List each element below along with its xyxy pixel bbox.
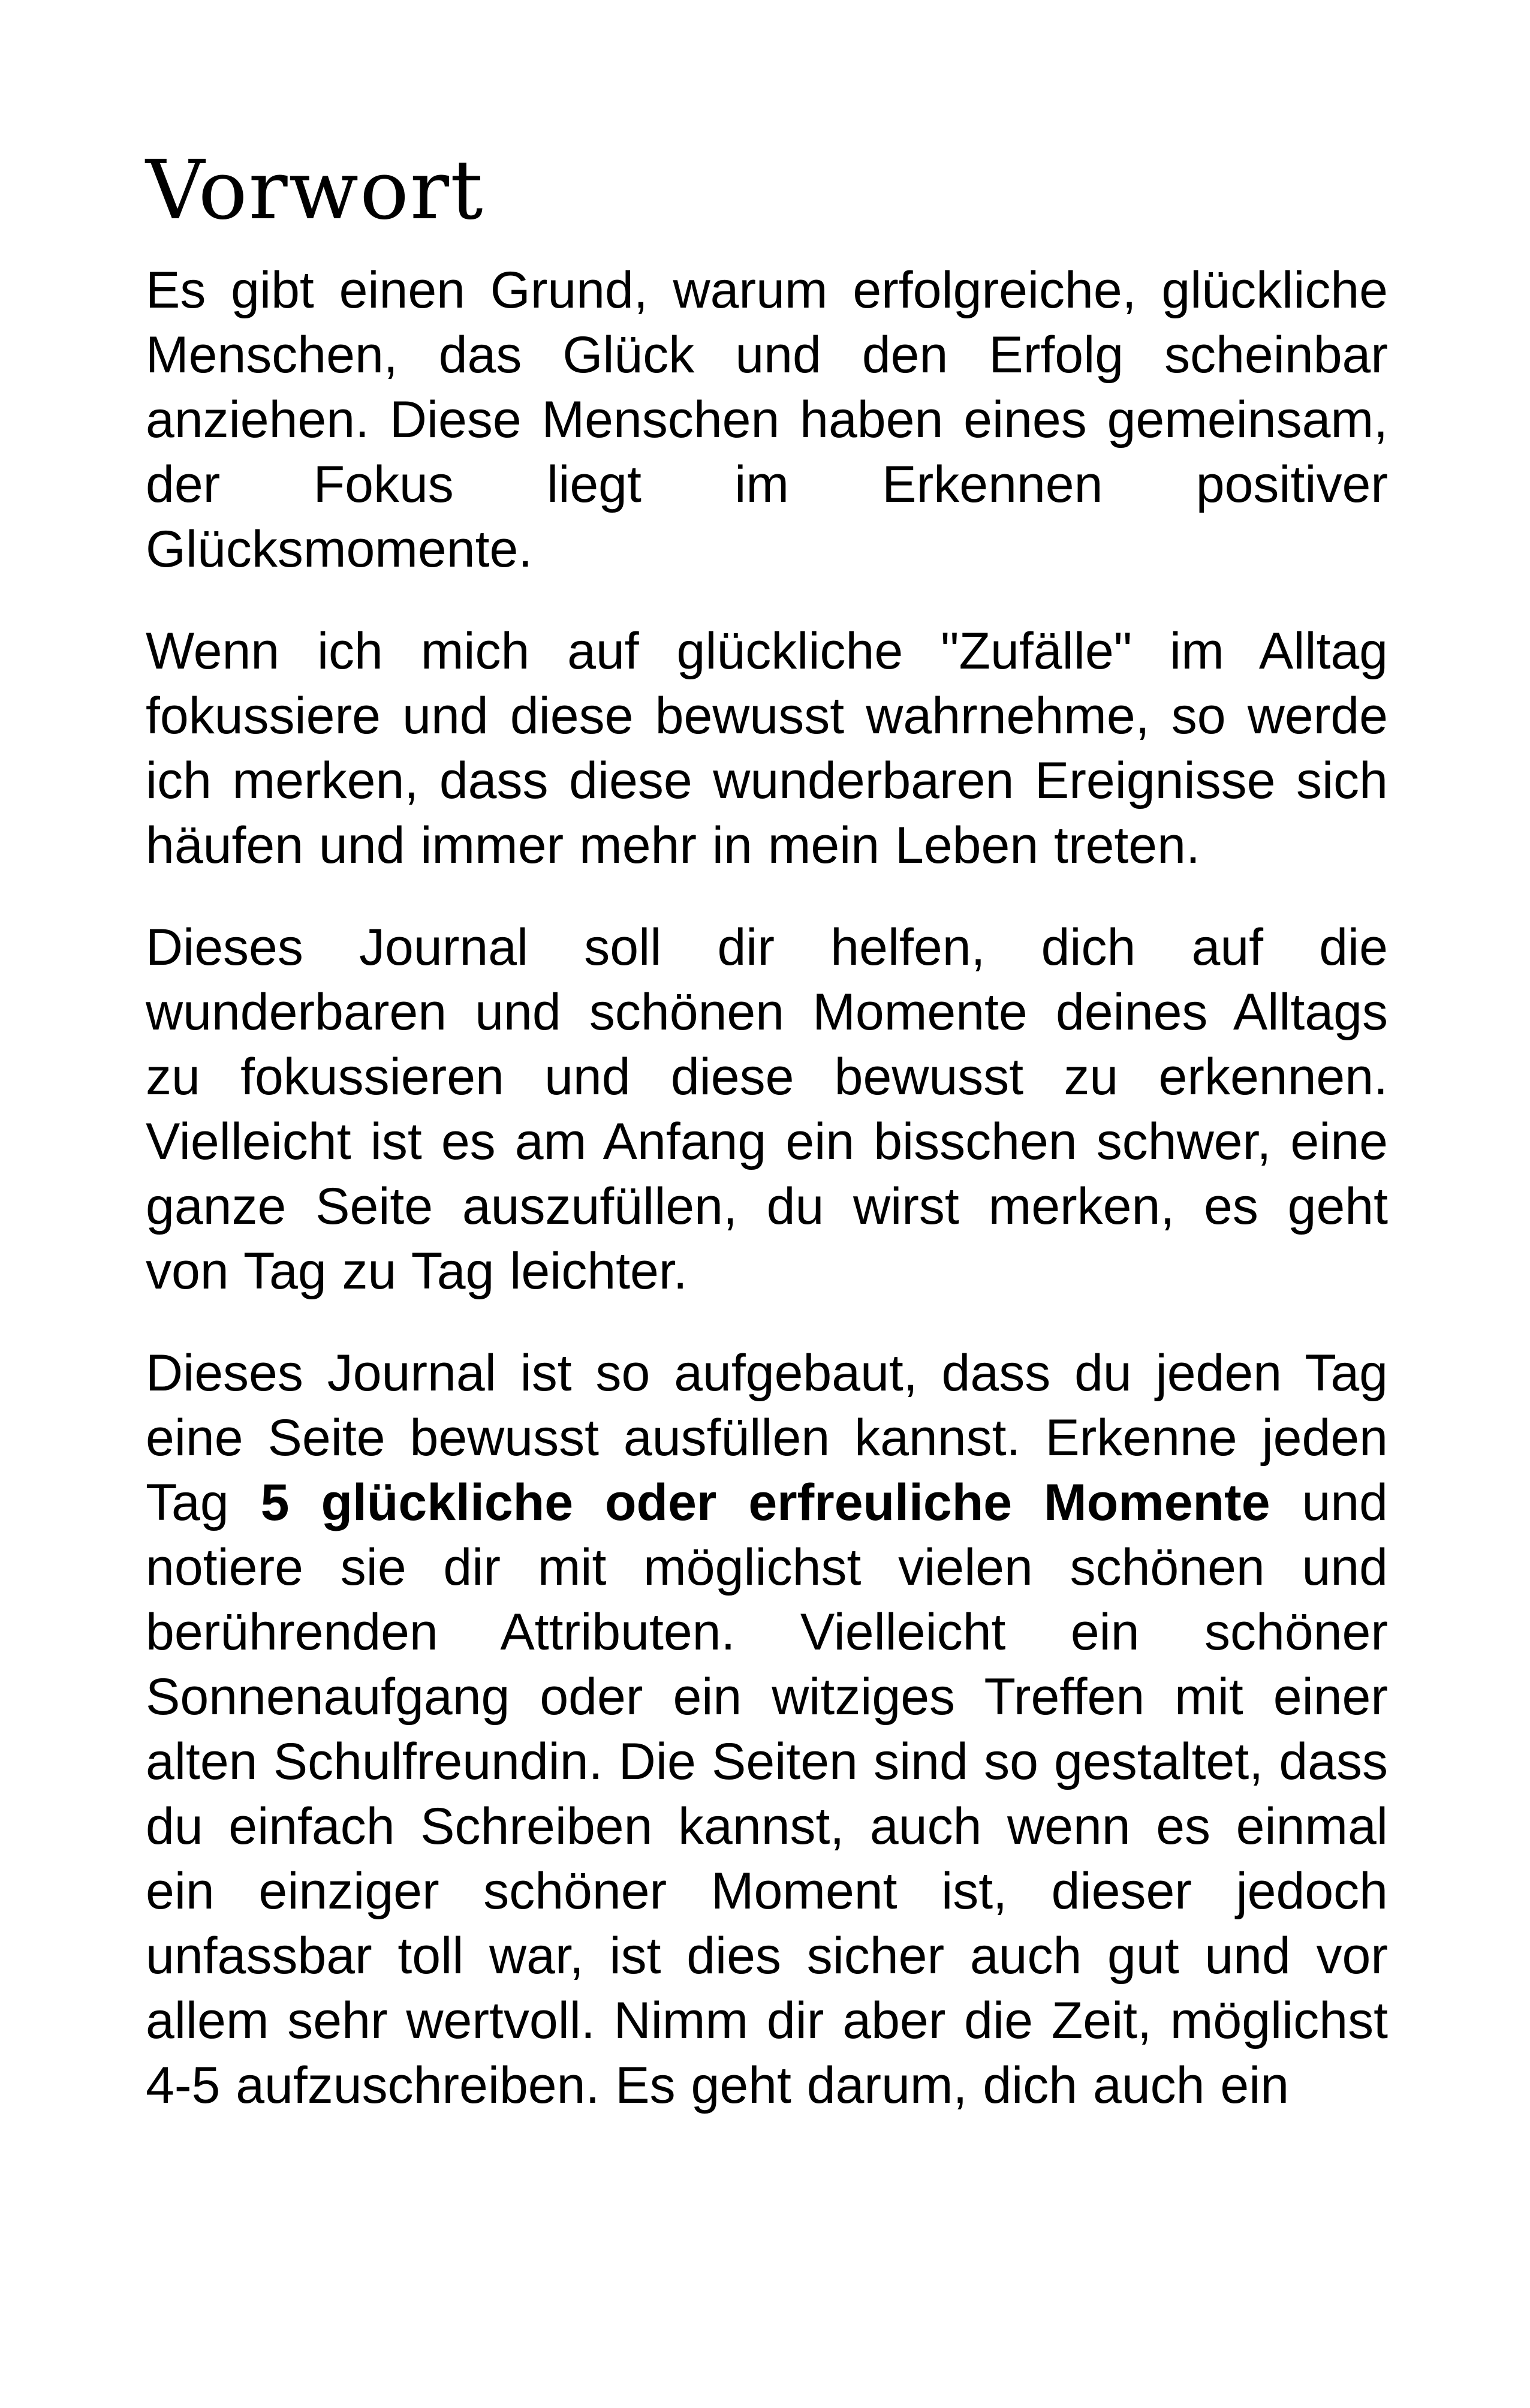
paragraph-3 [146,915,1388,1304]
paragraph-3-text: Dieses Journal soll dir helfen, dich auf die wunderbaren und schönen Momente deines Alltags zu fokussieren und diese bewusst zu erkennen. Vielleicht ist es am Anfang ein bisschen schwer, eine ganze Seite auszufüllen, du wirst merken, es geht von Tag zu Tag leichter. [146,919,1388,1301]
paragraph-1-text: Es gibt einen Grund, warum erfolgreiche, glückliche Menschen, das Glück und den Erfolg scheinbar anziehen. Diese Menschen haben eines gemeinsam, der Fokus liegt im Erkennen positiver Glücksmomente. [146,261,1388,579]
paragraph-4 [146,1341,1388,2118]
paragraph-4-text-before: Dieses Journal ist so aufgebaut, dass du jeden Tag eine Seite bewusst ausfüllen kannst. Erkenne jeden Tag [146,1344,1388,1532]
page-content [146,144,1388,2118]
paragraph-2-text: Wenn ich mich auf glückliche "Zufälle" im Alltag fokussiere und diese bewusst wahrnehme, so werde ich merken, dass diese wunderbaren Ereignisse sich häufen und immer mehr in mein Leben treten. [146,622,1388,875]
paragraph-2 [146,619,1388,878]
paragraph-1 [146,258,1388,582]
paragraph-4-text-after: und notiere sie dir mit möglichst vielen schönen und berührenden Attributen. Vielleicht ein schöner Sonnenaufgang oder ein witziges Treffen mit einer alten Schulfreundin. Die Seiten sind so gestaltet, dass du einfach Schreiben kannst, auch wenn es einmal ein einziger schöner Moment ist, dieser jedoch unfassbar toll war, ist dies sicher auch gut und vor allem sehr wertvoll. Nimm dir aber die Zeit, möglichst 4-5 aufzuschreiben. Es geht darum, dich auch ein [146,1474,1388,2115]
bold-highlight-momente: 5 glückliche oder erfreuliche Momente [260,1474,1270,1532]
page-title: Vorwort [146,143,484,238]
